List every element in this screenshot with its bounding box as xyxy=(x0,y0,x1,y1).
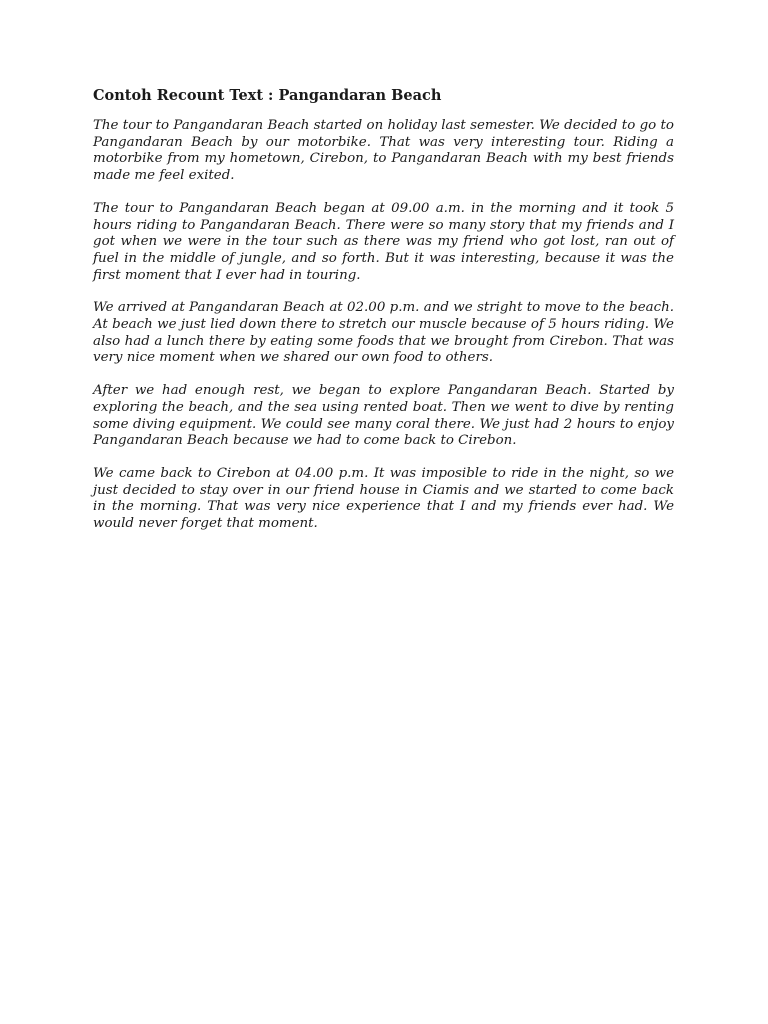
document-title: Contoh Recount Text : Pangandaran Beach xyxy=(93,87,442,104)
paragraph-5: We came back to Cirebon at 04.00 p.m. It was imposible to ride in the night, so we just decided to stay over in our friend house in Ciamis and we started to come back in the morning. That was very nice experience that I and my friends ever had. We would never forget that moment. xyxy=(93,465,674,532)
document-body xyxy=(93,86,674,549)
paragraph-2: The tour to Pangandaran Beach began at 09.00 a.m. in the morning and it took 5 hours riding to Pangandaran Beach. There were so many story that my friends and I got when we were in the tour such as there was my friend who got lost, ran out of fuel in the middle of jungle, and so forth. But it was interesting, because it was the first moment that I ever had in touring. xyxy=(93,200,674,283)
paragraph-3: We arrived at Pangandaran Beach at 02.00 p.m. and we stright to move to the beach. At beach we just lied down there to stretch our muscle because of 5 hours riding. We also had a lunch there by eating some foods that we brought from Cirebon. That was very nice moment when we shared our own food to others. xyxy=(93,300,674,366)
paragraph-4: After we had enough rest, we began to explore Pangandaran Beach. Started by exploring the beach, and the sea using rented boat. Then we went to dive by renting some diving equipment. We could see many coral there. We just had 2 hours to enjoy Pangandaran Beach because we had to come back to Cirebon. xyxy=(93,383,674,449)
paragraph-1: The tour to Pangandaran Beach started on holiday last semester. We decided to go to Pangandaran Beach by our motorbike. That was very interesting tour. Riding a motorbike from my hometown, Cirebon, to Pangandaran Beach with my best friends made me feel exited. xyxy=(93,118,674,184)
